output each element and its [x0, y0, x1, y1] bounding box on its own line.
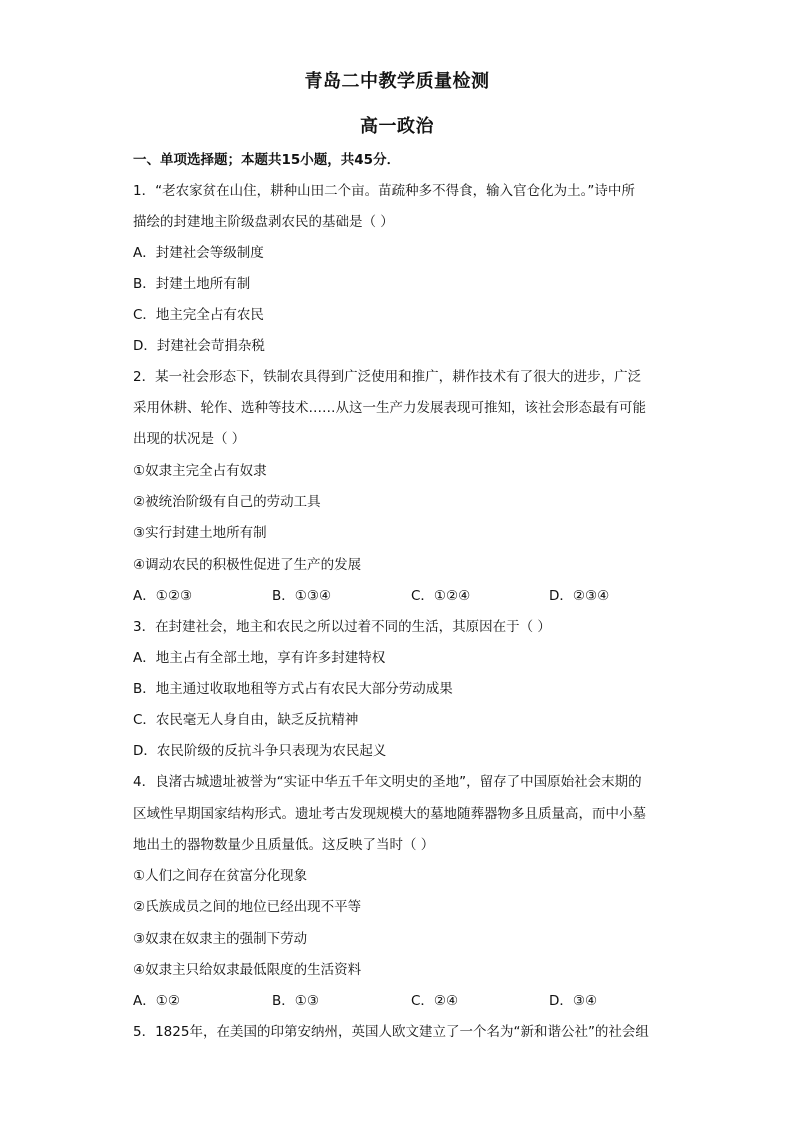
question-5-stem-line-1: 5．1825年，在美国的印第安纳州，英国人欧文建立了一个名为“新和谐公社”的社会组: [133, 1024, 649, 1040]
question-3-option-d: D．农民阶级的反抗斗争只表现为农民起义: [133, 743, 387, 759]
question-4-option-a: A．①②: [133, 993, 180, 1009]
question-3-stem-line-1: 3．在封建社会，地主和农民之所以过着不同的生活，其原因在于（ ）: [133, 619, 551, 635]
question-2-statement-3: ③实行封建土地所有制: [133, 525, 267, 541]
question-4-stem-line-1: 4．良渚古城遗址被誉为“实证中华五千年文明史的圣地”，留存了中国原始社会末期的: [133, 774, 642, 790]
question-4-options: [133, 991, 673, 1011]
question-2-stem-line-1: 2．某一社会形态下，铁制农具得到广泛使用和推广，耕作技术有了很大的进步，广泛: [133, 369, 642, 385]
question-4-stem-line-3: 地出土的器物数量少且质量低。这反映了当时（ ）: [133, 837, 435, 853]
question-2-option-b: B．①③④: [272, 588, 332, 604]
question-1-stem-line-1: 1．“老农家贫在山住，耕种山田二个亩。苗疏种多不得食，输入官仓化为土。”诗中所: [133, 183, 635, 199]
question-2-option-c: C．①②④: [411, 588, 471, 604]
question-2-statement-1: ①奴隶主完全占有奴隶: [133, 463, 267, 479]
question-2-stem-line-2: 采用休耕、轮作、选种等技术……从这一生产力发展表现可推知，该社会形态最有可能: [133, 400, 646, 416]
question-4-option-b: B．①③: [272, 993, 319, 1009]
question-3-option-a: A．地主占有全部土地，享有许多封建特权: [133, 650, 386, 666]
page-subtitle: 高一政治: [360, 116, 434, 137]
question-4-stem-line-2: 区域性早期国家结构形式。遗址考古发现规模大的墓地随葬器物多且质量高，而中小墓: [133, 806, 646, 822]
question-4-statement-3: ③奴隶在奴隶主的强制下劳动: [133, 931, 308, 947]
question-2-option-d: D．②③④: [549, 588, 610, 604]
question-1-option-b: B．封建土地所有制: [133, 276, 251, 292]
question-1-option-a: A．封建社会等级制度: [133, 245, 264, 261]
question-2-options: [133, 586, 673, 606]
question-4-option-d: D．③④: [549, 993, 598, 1009]
section-heading: 一、单项选择题；本题共15小题，共45分．: [133, 152, 401, 168]
question-1-option-c: C．地主完全占有农民: [133, 307, 264, 323]
question-4-statement-4: ④奴隶主只给奴隶最低限度的生活资料: [133, 962, 362, 978]
question-4-option-c: C．②④: [411, 993, 459, 1009]
question-1-option-d: D．封建社会苛捐杂税: [133, 338, 265, 354]
question-3-option-b: B．地主通过收取地租等方式占有农民大部分劳动成果: [133, 681, 453, 697]
question-4-statement-1: ①人们之间存在贫富分化现象: [133, 868, 308, 884]
question-4-statement-2: ②氏族成员之间的地位已经出现不平等: [133, 899, 362, 915]
question-3-option-c: C．农民毫无人身自由，缺乏反抗精神: [133, 712, 359, 728]
question-1-stem-line-2: 描绘的封建地主阶级盘剥农民的基础是（ ）: [133, 214, 394, 230]
question-2-stem-line-3: 出现的状况是（ ）: [133, 431, 246, 447]
page-title: 青岛二中教学质量检测: [304, 71, 490, 92]
question-2-option-a: A．①②③: [133, 588, 193, 604]
question-2-statement-2: ②被统治阶级有自己的劳动工具: [133, 494, 321, 510]
question-2-statement-4: ④调动农民的积极性促进了生产的发展: [133, 557, 362, 573]
